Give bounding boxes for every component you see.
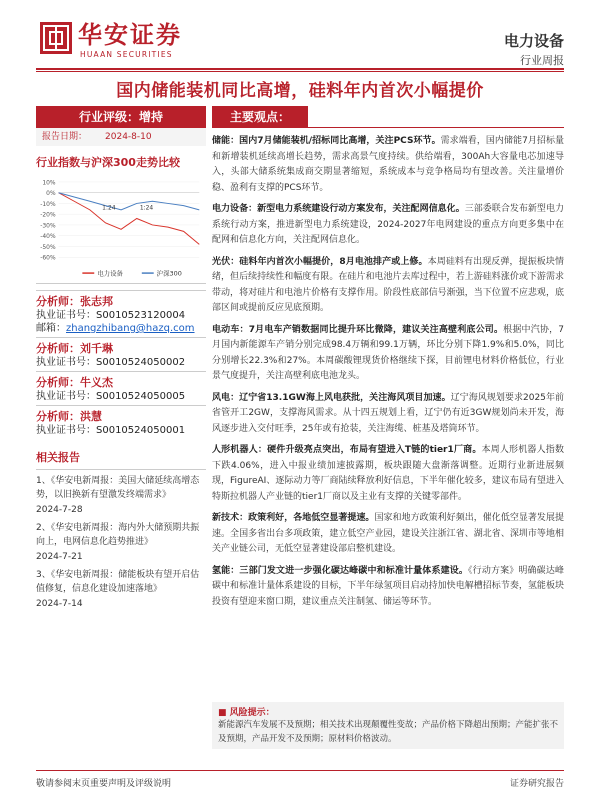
cert-number: S0010524050001 [96,425,186,436]
view-body: 辽宁海风规划要求2025年前省管开工2GW，支撑海风需求。从十四五规划上看，辽宁仍有近3GW规划尚未开发，海风逐步进入交付旺季，25年或有抢装，关注海缆、桩基及塔筒环节。 [212,392,565,434]
analyst-label: 分析师： [36,295,80,308]
view-body: 三部委联合发布新型电力系统行动方案，推进新型电力系统建设，2024-2027年电网建设的重点方向更多集中在配网和信息化方向，关注配网信息化。 [212,204,564,245]
analyst-email-link[interactable]: zhangzhibang@hazq.com [66,323,195,334]
related-report-text: 2、《华安电新周报：海内外大储预期共振向上，电网信息化趋势推进》 [36,523,200,547]
series-line-1 [59,193,200,245]
analyst-name: 张志邦 [80,295,113,308]
main-views-divider [308,127,564,128]
legend-label: 沪深300 [156,269,182,278]
legend-label: 电力设备 [97,269,123,278]
related-report-1[interactable] [36,474,206,517]
cert-label: 执业证书号： [36,425,96,436]
view-heading: 氢能：三部门发文进一步强化碳达峰碳中和标准计量体系建设。 [212,565,469,576]
view-hydrogen [212,564,564,611]
risk-body: 新能源汽车发展不及预期；相关技术出现颠覆性变故；产品价格下降超出预期；产能扩张不及预期，产品开发不及预期；原材料价格波动。 [218,720,559,744]
email-label: 邮箱： [36,323,66,334]
report-header [0,0,600,72]
y-tick-label: -60% [40,254,56,262]
view-heading: 风电：辽宁省13.1GW海上风电获批，关注海风项目加速。 [212,392,451,403]
related-report-text: 3、《华安电新周报：储能板块有望开启估值修复，信息化建设加速落地》 [36,570,200,594]
view-new-technology [212,511,564,558]
industry-rating: 行业评级：增持 [36,106,206,128]
view-body: 《行动方案》明确碳达峰碳中和标准计量体系建设的目标，下半年绿氢项目启动持加快电解槽招标节奏，氢能板块投资有望迎来窗口期，建议重点关注制氢、储运等环节。 [212,565,564,607]
analyst-label: 分析师： [36,410,80,423]
view-body: 根据中汽协，7月国内新能源车产销分别完成98.4万辆和99.1万辆，环比分别下降1.9%和5.0%，同比分别增长22.3%和27%。本周碳酸锂现货价格继续下探，目前锂电材料价格低位，行业景气度提升，关注高壁利底电池龙头。 [212,324,565,381]
view-heading: 储能：国内7月储能装机/招标同比高增，关注PCS环节。 [212,136,441,146]
report-date-label: 报告日期： [42,132,88,142]
page-footer [36,770,564,789]
related-report-date: 2024-7-21 [36,552,83,562]
related-report-date: 2024-7-28 [36,505,83,515]
analysts [36,290,206,437]
cert-number: S0010524050005 [96,391,186,402]
y-tick-label: 0% [46,190,56,198]
analyst-label: 分析师： [36,376,80,389]
related-report-date: 2024-7-14 [36,599,83,609]
analyst-name: 牛义杰 [80,376,113,389]
y-tick-label: -30% [40,222,56,230]
view-heading: 新技术：政策利好，各地低空显著提速。 [212,513,375,523]
analyst-2 [36,337,206,369]
related-report-2[interactable] [36,521,206,564]
main-views-title: 主要观点： [212,106,308,128]
cert-label: 执业证书号： [36,357,96,368]
y-tick-label: -40% [40,233,56,241]
industry-label: 电力设备 [503,32,564,50]
view-body: 本周硅料有出现反弹，提振板块情绪，但后续持续性和幅度有限。在硅片和电池片去库过程中，若上游硅料涨价或下游需求带动，将对硅片和电池片价格有支撑作用。阶段性底部信号渐强，当下位置不应悲观，底部区间或提前反应见底预期。 [212,256,564,313]
left-sidebar [36,106,206,611]
header-divider-thin [36,71,564,72]
view-electric-vehicle [212,323,564,385]
cert-number: S0010523120004 [96,310,186,321]
cert-number: S0010524050002 [96,357,186,368]
company-name-cn: 华安证券 [78,20,182,49]
analyst-name: 洪慧 [80,410,102,423]
view-body: 需求端看，国内储能7月招标量和新增装机延续高增长趋势，需求高景气度持续。供给端看，300Ah大容量电芯加速导入，头部大储系统集成商交期显著缩短，系统成本与竞争格局均有望改善。关注量增价稳、盈利有支撑的PCS环节。 [212,136,564,193]
footer-report-label: 证券研究报告 [509,779,564,789]
cert-label: 执业证书号： [36,310,96,321]
report-type-label: 行业周报 [520,54,564,67]
chart-annotation: 1:24 [102,204,116,212]
chart-annotation: 1:24 [139,204,154,212]
report-date: 2024-8-10 [105,132,152,142]
y-tick-label: -20% [40,211,56,219]
related-reports-title: 相关报告 [36,449,206,470]
index-comparison-chart [36,174,206,284]
view-body: 国家和地方政策利好频出，催化低空显著发展提速。全国多省出台多项政策，建立低空产业园，建设关注浙江省、湖北省、深圳市等地相关产业链公司，无低空显著建设部启整机建设。 [212,513,564,554]
related-report-3[interactable] [36,568,206,611]
footer-disclaimer: 敬请参阅末页重要声明及评级说明 [36,779,172,789]
analyst-1 [36,290,206,335]
company-name-en: HUAAN SECURITIES [80,50,173,59]
view-photovoltaic [212,255,564,317]
view-heading: 人形机器人：硬件升级亮点突出，布局有望进入T链的tier1厂商。 [212,445,482,455]
risk-title: ■ 风险提示： [218,708,275,718]
series-line-2 [59,193,200,210]
y-tick-label: -10% [40,200,56,208]
view-heading: 光伏：硅料年内首次小幅提价，8月电池排产或上修。 [212,256,428,267]
view-heading: 电力设备：新型电力系统建设行动方案发布，关注配网信息化。 [212,204,465,214]
view-power-equipment [212,202,564,249]
view-humanoid-robot [212,443,564,505]
chart-title: 行业指数与沪深300走势比较 [36,156,180,169]
view-body: 本周人形机器人指数下跌4.06%，进入中报业绩加速披露期，板块跟随大盘渐落调整。近期行业新进展频现，FigureAI、逐际动力等厂商陆续释放利好信息，下半年催化较多，建议布局有望进入特斯拉机器人产业链的tier1厂商以及主业有支撑的关键零部件。 [212,445,564,502]
analyst-3 [36,371,206,403]
view-energy-storage [212,134,564,196]
risk-warning [212,702,564,749]
analyst-label: 分析师： [36,342,80,355]
main-content [212,106,564,610]
company-logo-icon [40,22,72,54]
report-date-row [36,128,206,146]
view-heading: 电动车：7月电车产销数据同比提升环比微降，建议关注高壁利底公司。 [212,324,504,335]
header-divider [36,68,564,70]
related-report-text: 1、《华安电新周报：美国大储延续高增态势，以旧换新有望激发终端需求》 [36,476,200,500]
cert-label: 执业证书号： [36,391,96,402]
analyst-4 [36,405,206,437]
report-title: 国内储能装机同比高增，硅料年内首次小幅提价 [116,81,484,101]
y-tick-label: 10% [42,179,56,187]
view-wind-power [212,391,564,438]
y-tick-label: -50% [40,243,56,251]
analyst-name: 刘千琳 [80,342,113,355]
